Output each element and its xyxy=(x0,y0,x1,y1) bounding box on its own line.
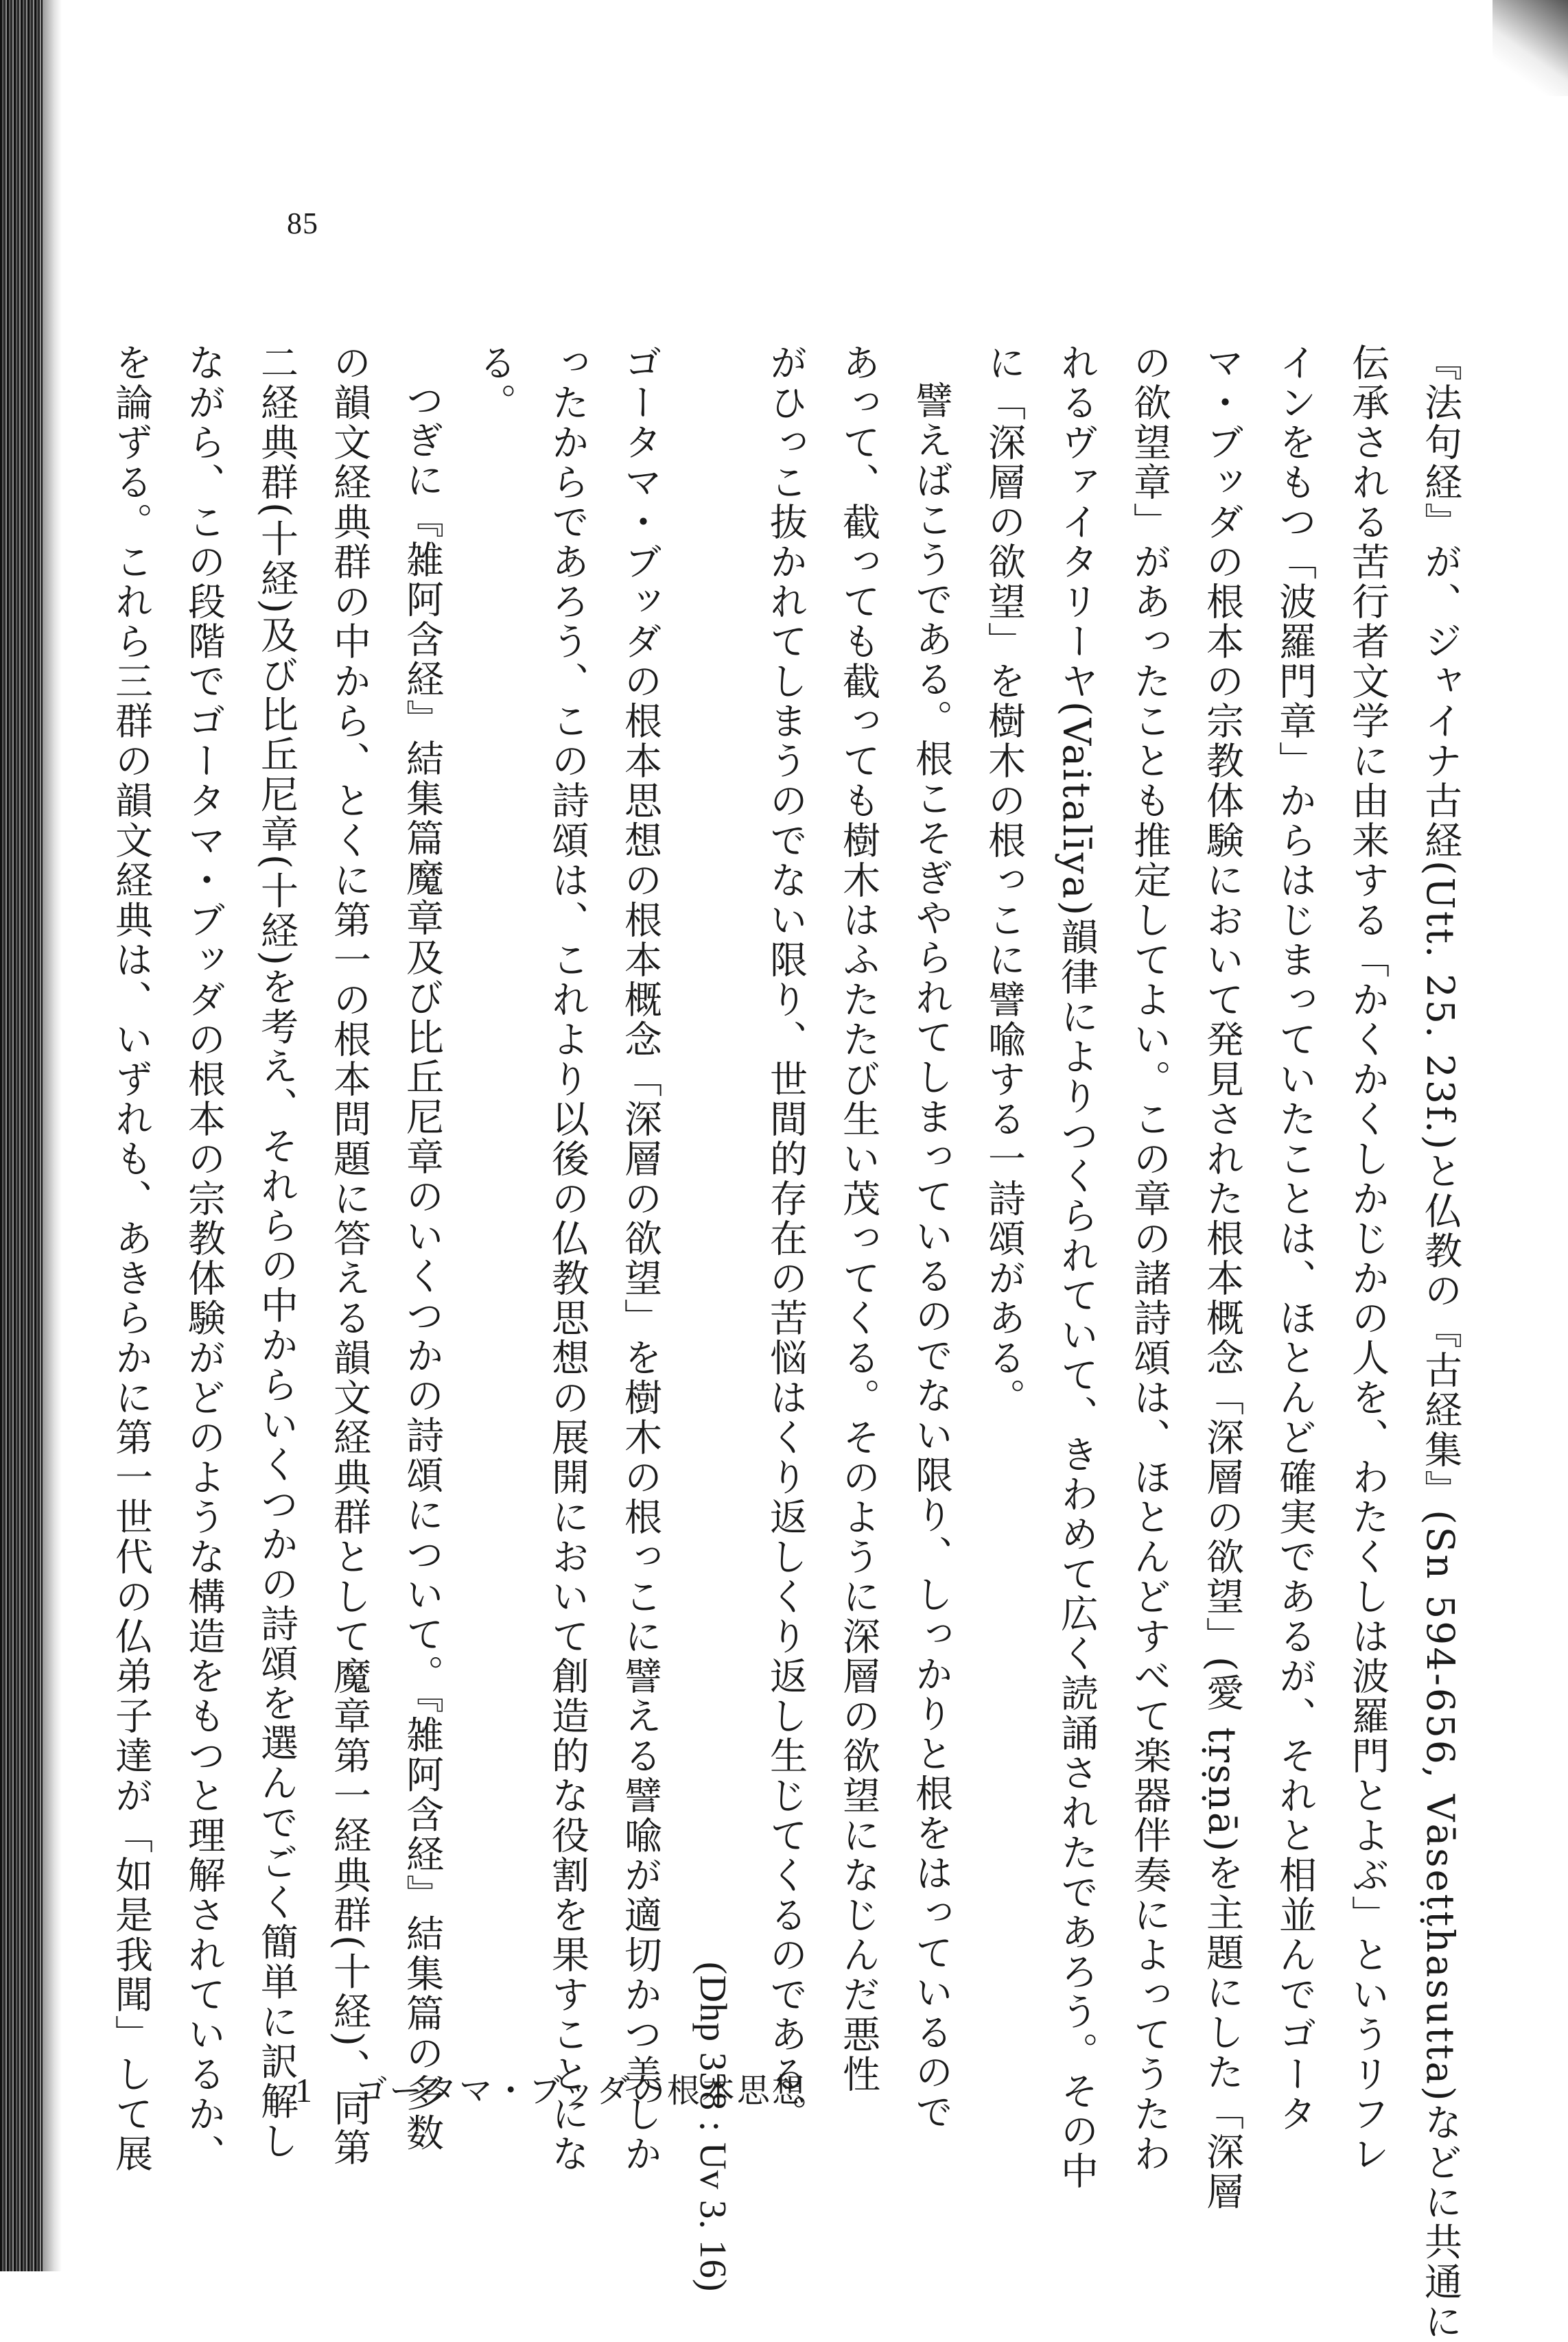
quote-line: 譬えばこうである。根こそぎやられてしまっているのでない限り、しっかりと根をはっているので xyxy=(909,381,953,2132)
text-line: ったからであろう、この詩頌は、これより以後の仏教思想の展開において創造的な役割を果すことにな xyxy=(546,343,589,2174)
text-line: 『法句経』が、ジャイナ古経(Utt. 25. 23f.)と仏教の『古経集』(Sn 594-656, Vāseṭṭhasutta)などに共通に xyxy=(1418,343,1462,2342)
text-line: る。 xyxy=(473,343,517,423)
page-number: 85 xyxy=(287,207,318,240)
text-line: の韻文経典群の中から、とくに第一の根本問題に答える韻文経典群として魔章第一経典群(十経)、同第 xyxy=(327,343,371,2168)
text-line: つぎに『雑阿含経』結集篇魔章及び比丘尼章のいくつかの詩頌について。『雑阿含経』結集篇の多数 xyxy=(400,381,444,2153)
scan-gutter-fade xyxy=(43,0,62,2271)
text-line: れるヴァイタリーヤ(Vaitalīya)韻律によりつくられていて、きわめて広く読誦されたであろう。その中 xyxy=(1055,343,1099,2191)
text-line: 二経典群(十経)及び比丘尼章(十経)を考え、それらの中からいくつかの詩頌を選んでごく簡単に訳解し xyxy=(255,343,299,2162)
vertical-text-block xyxy=(83,343,1465,2342)
text-line: 伝承される苦行者文学に由来する「かくかくしかじかの人を、わたくしは波羅門とよぶ」というリフレ xyxy=(1346,343,1390,2174)
quote-line: がひっこ抜かれてしまうのでない限り、世間的存在の苦悩はくり返しくり返し生じてくるのである。 xyxy=(764,343,808,2134)
quote-line: あって、截っても截っても樹木はふたたび生い茂ってくる。そのように深層の欲望になじんだ悪性 xyxy=(836,343,880,2094)
chapter-number: 1 xyxy=(295,2071,314,2109)
text-line: ゴータマ・ブッダの根本思想の根本概念「深層の欲望」を樹木の根っこに譬える譬喩が適切かつ美しか xyxy=(618,343,662,2174)
chapter-title: ゴータマ・ブッダの根本思想 xyxy=(354,2072,807,2110)
text-line: マ・ブッダの根本の宗教体験において発見された根本概念「深層の欲望」(愛 tṛṣṇā)を主題にした「深層 xyxy=(1200,343,1244,2212)
scan-gutter-shadow xyxy=(0,0,43,2271)
text-line: ながら、この段階でゴータマ・ブッダの根本の宗教体験がどのような構造をもつと理解されているか、 xyxy=(182,343,226,2174)
running-footer xyxy=(295,2064,807,2111)
text-line: に「深層の欲望」を樹木の根っこに譬喩する一詩頌がある。 xyxy=(982,343,1026,1418)
text-line: を論ずる。これら三群の韻文経典は、いずれも、あきらかに第一世代の仏弟子達が「如是我聞」して展 xyxy=(109,343,153,2174)
text-line: インをもつ「波羅門章」からはじまっていたことは、ほとんど確実であるが、それと相並んでゴータ xyxy=(1273,343,1317,2134)
text-line: の欲望章」があったことも推定してよい。この章の諸詩頌は、ほとんどすべて楽器伴奏によってうたわ xyxy=(1127,343,1171,2174)
scan-corner-shadow xyxy=(1493,0,1568,96)
citation: (Dhp 338 : Uv 3. 16) xyxy=(692,1961,734,2292)
